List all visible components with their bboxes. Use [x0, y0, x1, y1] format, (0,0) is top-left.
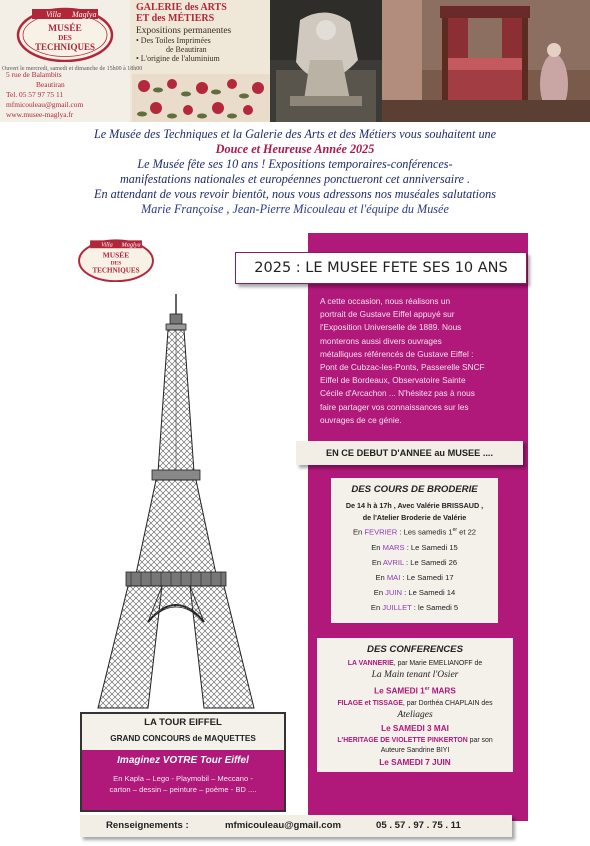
opening-hours: Ouvert le mercredi, samedi et dimanche de 15h00 à 18h00	[2, 66, 143, 72]
conference-2-topic: FILAGE et TISSAGE	[337, 699, 403, 707]
course-session: En FEVRIER : Les samedis 1er et 22	[352, 527, 477, 537]
galerie-title-line2: ET des MÉTIERS	[136, 13, 215, 24]
museum-logo	[16, 6, 114, 62]
contest-subtitle: GRAND CONCOURS de MAQUETTES	[110, 734, 256, 743]
courses-schedule: De 14 h à 17h , Avec Valérie BRISSAUD ,	[345, 501, 484, 510]
logo-maglya-text: Maglya	[72, 10, 97, 19]
session-month: FEVRIER	[364, 527, 398, 537]
conference-3-speaker: L'HERITAGE DE VIOLETTE PINKERTON par son	[337, 736, 493, 744]
footer-label: Renseignements :	[106, 820, 189, 831]
course-session: En JUIN : Le Samedi 14	[373, 587, 456, 597]
contest-tagline: Imaginez VOTRE Tour Eiffel	[117, 755, 249, 766]
bedroom-photo	[382, 0, 590, 122]
museum-logo-small	[74, 238, 158, 282]
eiffel-tower-illustration	[76, 292, 276, 712]
address-website[interactable]: www.musee-maglya.fr	[6, 110, 74, 119]
conference-2-speaker: FILAGE et TISSAGE, par Dorthéa CHAPLAIN des	[337, 699, 493, 707]
greeting-wishes: Douce et Heureuse Année 2025	[215, 142, 375, 156]
intro-line: portrait de Gustave Eiffel appuyé sur	[320, 309, 455, 320]
contest-materials-line: En Kapla – Lego - Playmobil – Meccano -	[113, 774, 253, 783]
address-phone: Tel. 05 57 97 75 11	[6, 90, 64, 99]
footer-phone[interactable]: 05 . 57 . 97 . 75 . 11	[376, 820, 461, 831]
conferences-panel	[317, 638, 513, 772]
footer-email[interactable]: mfmicouleau@gmail.com	[225, 820, 341, 831]
contest-materials	[82, 773, 284, 795]
conference-1-org: La Main tenant l'Osier	[371, 670, 459, 680]
contest-title: LA TOUR EIFFEL	[144, 717, 222, 728]
expo-item: • Des Toiles Imprimées	[136, 36, 211, 45]
header-banner	[0, 0, 590, 122]
course-session: En MAI : Le Samedi 17	[375, 572, 454, 582]
intro-line: Pont de Cubzac-les-Ponts, Passerelle SNCF	[320, 362, 485, 373]
expo-item: • L'origine de l'aluminium	[136, 54, 220, 63]
session-month: MARS	[382, 542, 405, 552]
expo-item: de Beautiran	[166, 45, 207, 54]
intro-line: A cette occasion, nous réalisons un	[320, 296, 451, 306]
galerie-title-line1: GALERIE des ARTS	[136, 2, 227, 13]
greeting-line: Le Musée des Techniques et la Galerie des Arts et des Métiers vous souhaitent une	[93, 127, 497, 141]
contact-footer	[80, 815, 512, 837]
session-month: JUIN	[385, 587, 403, 597]
model-contest-box	[80, 712, 286, 812]
address-street: 5 rue de Balambits	[6, 70, 62, 79]
greeting-line: Le Musée fête ses 10 ans ! Expositions temporaires-conférences-	[137, 157, 453, 171]
galerie-title	[136, 2, 227, 24]
contest-materials-line: carton – dessin – peinture – poème - BD ....	[109, 785, 257, 794]
toile-imprimee-image	[132, 74, 270, 122]
greeting-line: En attendant de vous revoir bientôt, nous vous adressons nos muséales salutations	[94, 187, 496, 201]
logo-line2: DES	[58, 34, 72, 42]
conferences-title: DES CONFERENCES	[367, 644, 463, 655]
conference-2-org: Ateliages	[397, 709, 433, 720]
greeting-message	[20, 127, 570, 217]
anniversary-title: 2025 : LE MUSEE FETE SES 10 ANS	[235, 252, 527, 284]
intro-line: faire partager vos connaissances sur les	[320, 401, 469, 412]
greeting-signature: Marie Françoise , Jean-Pierre Micouleau et l'équipe du Musée	[141, 202, 449, 216]
course-session: En JUILLET : le Samedi 5	[370, 602, 459, 612]
banner-left-panel	[0, 0, 130, 122]
address-city: Beautiran	[36, 80, 65, 89]
conference-1-speaker: LA VANNERIE, par Marie EMELIANOFF de	[347, 660, 483, 667]
course-session: En AVRIL : Le Samedi 26	[371, 557, 458, 567]
logo-line3: TECHNIQUES	[34, 42, 96, 52]
statue-photo	[270, 0, 382, 122]
expositions-title: Expositions permanentes	[136, 26, 232, 36]
expositions-list	[136, 27, 270, 63]
conference-2-date: Le SAMEDI 3 MAI	[381, 723, 449, 733]
logo-maglya-text: Maglya	[121, 241, 141, 249]
greeting-line: manifestations nationales et européennes ponctueront cet anniversaire .	[120, 172, 470, 186]
embroidery-courses-panel	[331, 478, 498, 623]
conference-3-topic: L'HERITAGE DE VIOLETTE PINKERTON	[337, 736, 468, 744]
courses-title: DES COURS DE BRODERIE	[351, 484, 478, 495]
conference-1-topic: LA VANNERIE	[347, 660, 394, 667]
intro-line: l'Exposition Universelle de 1889. Nous	[320, 322, 462, 333]
session-month: JUILLET	[382, 602, 412, 612]
conference-3-date: Le SAMEDI 7 JUIN	[379, 757, 451, 767]
logo-villa-text: Villa	[46, 10, 61, 19]
logo-line2: DES	[110, 260, 122, 267]
intro-line: Cécile d'Arcachon ... N'hésitez pas à nous	[320, 388, 475, 399]
address-block	[6, 70, 130, 120]
address-email[interactable]: mfmicouleau@gmail.com	[6, 100, 84, 109]
courses-atelier: de l'Atelier Broderie de Valérie	[362, 512, 467, 522]
debut-annee-heading: EN CE DEBUT D'ANNEE au MUSEE ....	[296, 441, 523, 465]
session-month: MAI	[386, 572, 401, 582]
conference-1-date: Le SAMEDI 1er MARS	[374, 686, 456, 696]
logo-line1: MUSÉE	[102, 250, 130, 260]
intro-line: métalliques référencés de Gustave Eiffel :	[320, 348, 474, 359]
session-month: AVRIL	[382, 557, 404, 567]
anniversary-intro	[320, 295, 516, 427]
intro-line: ouvrages de ce génie.	[320, 414, 402, 425]
contest-header	[82, 714, 284, 750]
course-session: En MARS : Le Samedi 15	[371, 542, 458, 552]
intro-line: Eiffel de Bordeaux, Observatoire Sainte	[320, 375, 466, 386]
conference-3-author: Auteure Sandrine BIYI	[380, 746, 450, 754]
intro-line: monterons aussi divers ouvrages	[320, 335, 442, 346]
logo-villa-text: Villa	[101, 241, 113, 249]
logo-line1: MUSÉE	[48, 24, 82, 34]
logo-line3: TECHNIQUES	[92, 266, 140, 275]
